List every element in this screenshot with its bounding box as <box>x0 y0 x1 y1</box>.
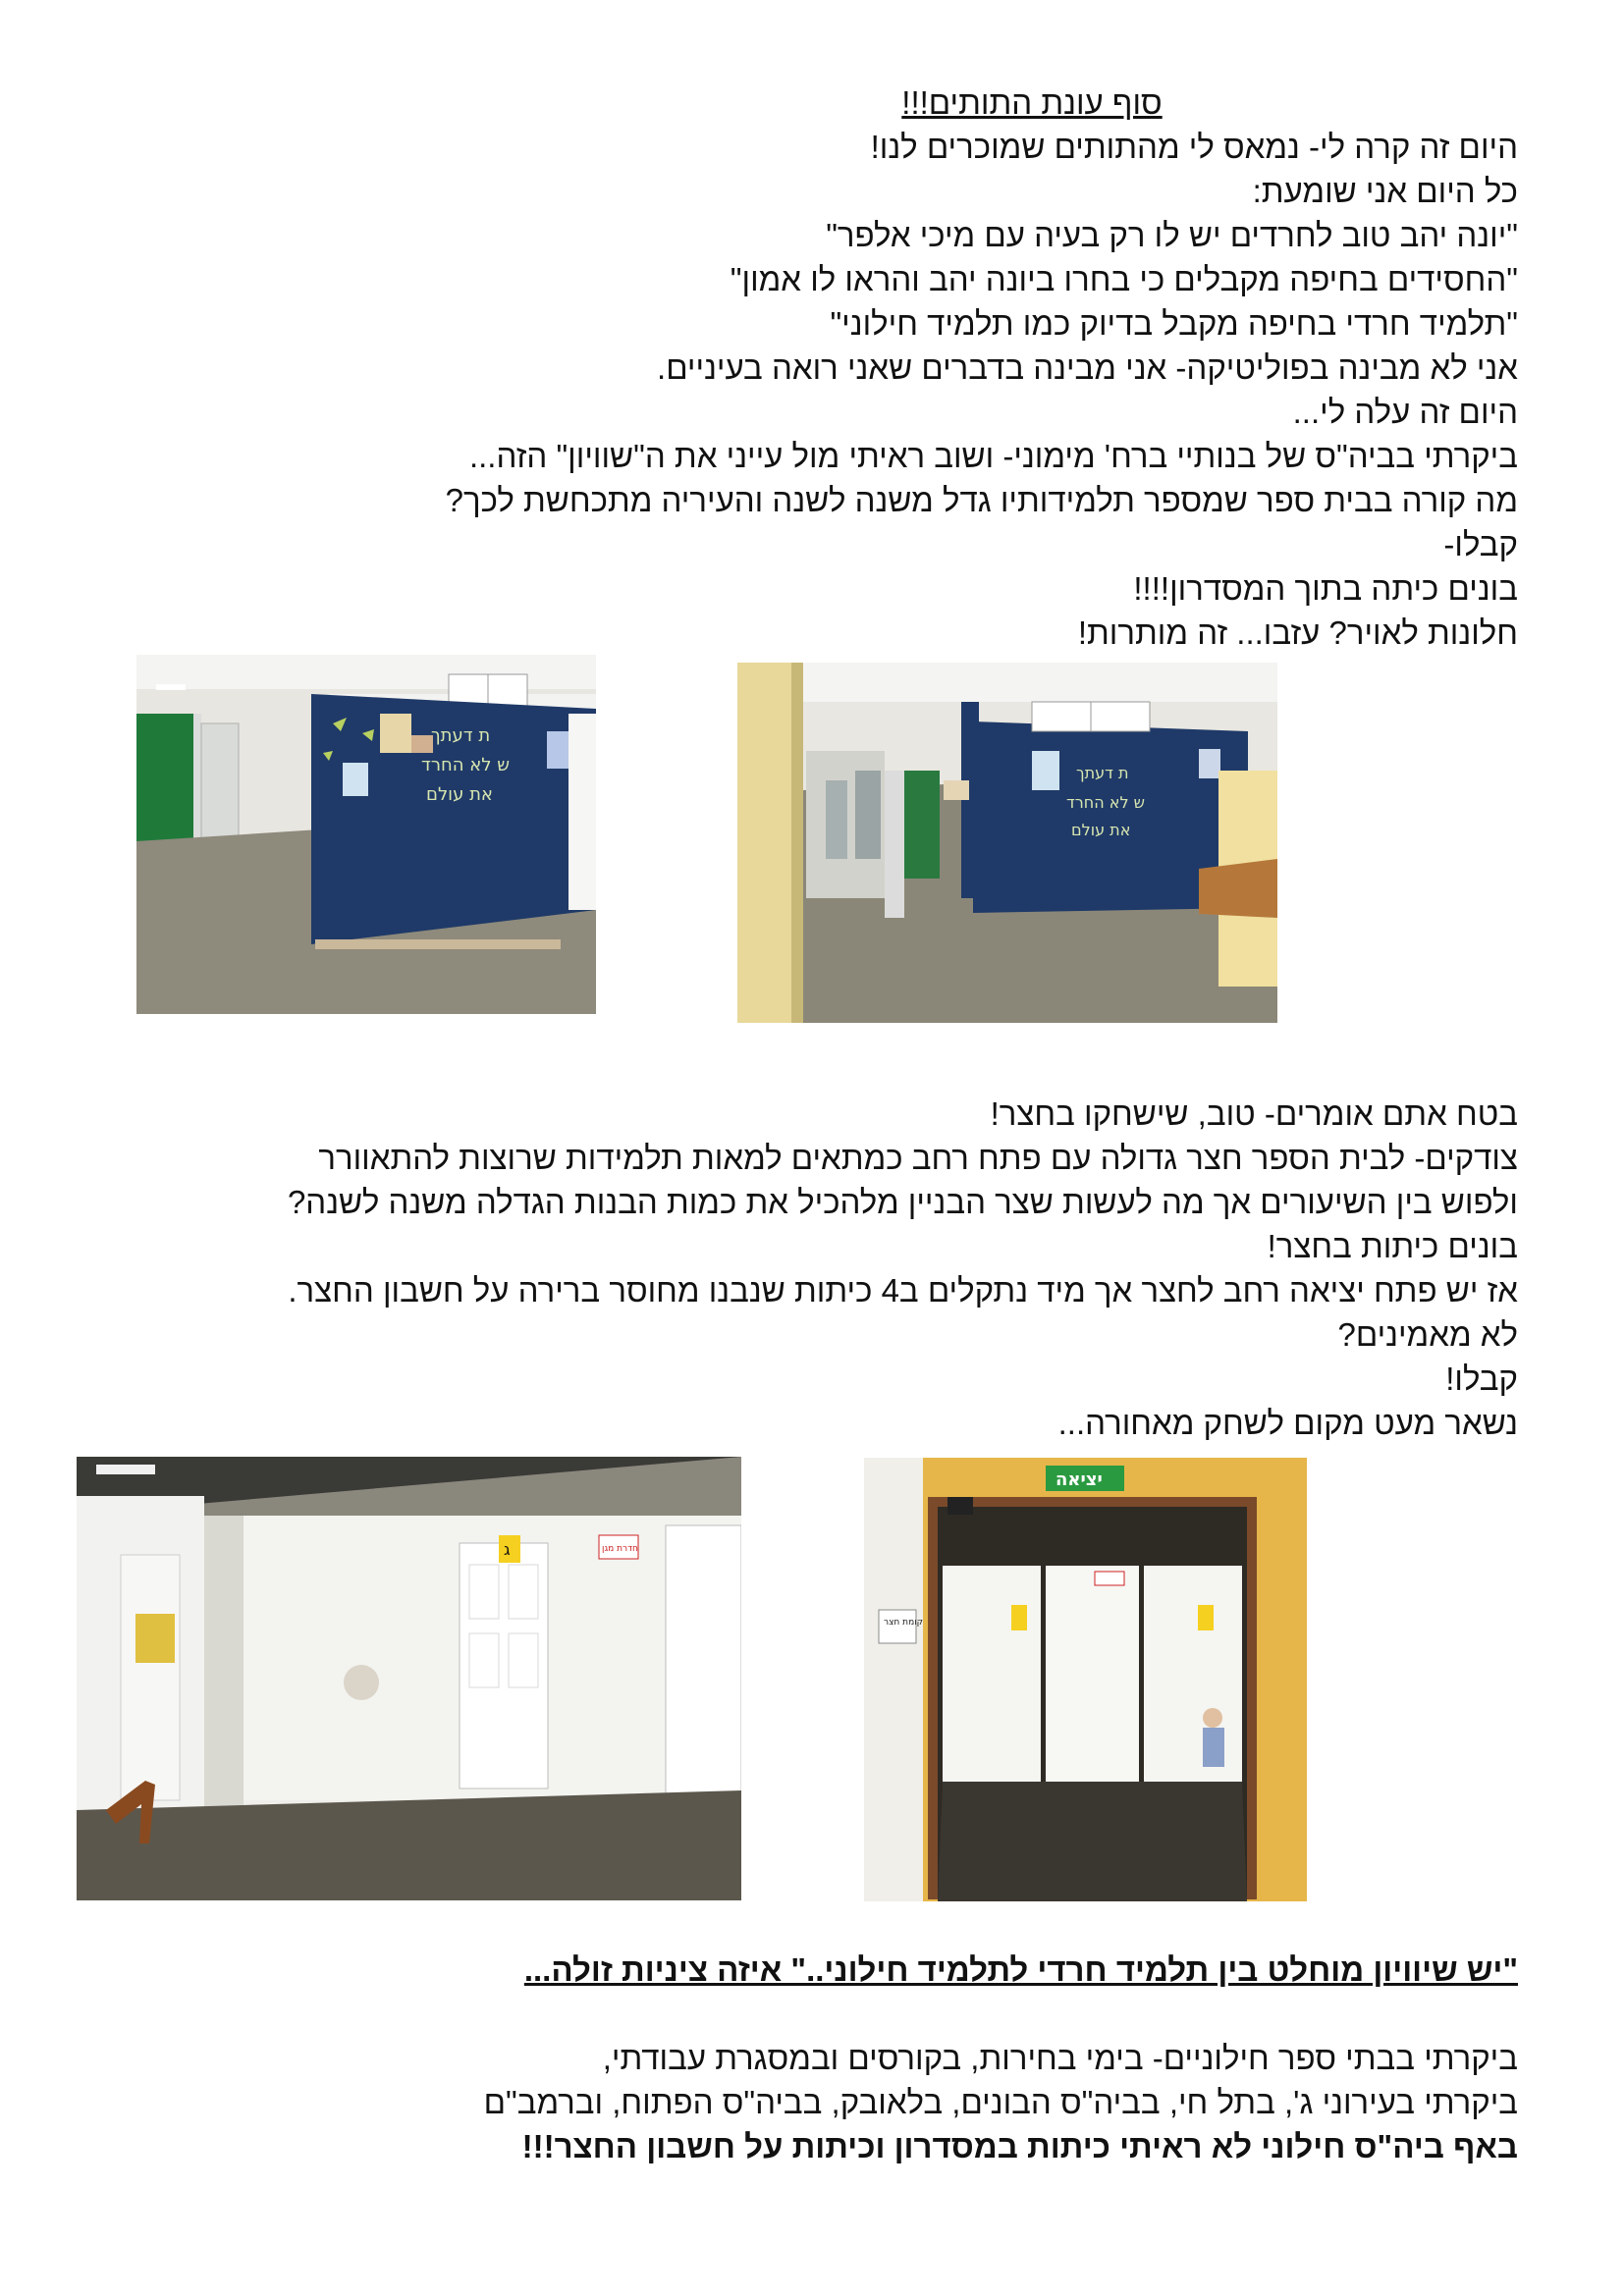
photo-yard-exit <box>864 1458 1307 1901</box>
spacer-line <box>65 1992 1518 2036</box>
text-line: קבלו- <box>1443 526 1518 562</box>
text-line: קבלו! <box>1445 1361 1518 1397</box>
text-line: היום זה קרה לי- נמאס לי מהתותים שמוכרים לנו! <box>870 129 1518 165</box>
text-line: חלונות לאויר? עזבו... זה מותרות! <box>1077 614 1518 651</box>
text-line: נשאר מעט מקום לשחק מאחורה... <box>1057 1405 1518 1441</box>
corridor-classroom-image <box>136 655 596 1014</box>
text-line: ולפוש בין השיעורים אך מה לעשות שצר הבניין מלהכיל את כמות הבנות הגדלה משנה לשנה? <box>287 1184 1518 1220</box>
text-line: מה קורה בבית ספר שמספר תלמידותיו גדל משנה לשנה והעיריה מתכחשת לכך? <box>445 482 1518 518</box>
yard-exit-image <box>864 1458 1307 1901</box>
comparison-heading: "יש שיוויון מוחלט בין תלמיד חרדי לתלמיד חילוני.." איזה ציניות זולה... <box>523 1951 1518 1988</box>
text-line: "יונה יהב טוב לחרדים יש לו רק בעיה עם מיכי אלפר" <box>826 217 1518 253</box>
corridor-view-image <box>737 663 1277 1023</box>
photo-corridor-classroom <box>136 655 596 1014</box>
corridor-sign-line1: ת דעתך <box>1076 764 1129 782</box>
text-line: בטח אתם אומרים- טוב, שישחקו בחצר! <box>990 1095 1518 1132</box>
door-letter: ג <box>504 1540 511 1559</box>
text-line: היום זה עלה לי... <box>1292 394 1518 430</box>
text-line: ביקרתי בעירוני ג', בתל חי, בביה"ס הבונים, בלאובק, בביה"ס הפתוח, וברמב"ם <box>483 2084 1518 2120</box>
text-line: "החסידים בחיפה מקבלים כי בחרו ביונה יהב והראו לו אמון" <box>730 261 1518 297</box>
text-line: בונים כיתות בחצר! <box>1267 1228 1518 1264</box>
text-line: לא מאמינים? <box>1337 1316 1518 1353</box>
wall-sign-line1: ת דעתך <box>431 725 491 746</box>
section-yard <box>65 1092 1518 1445</box>
text-line: כל היום אני שומעת: <box>1252 173 1518 209</box>
wall-sign-line3: את עולם <box>426 784 493 805</box>
text-line: ביקרתי בבתי ספר חילוניים- בימי בחירות, בקורסים ובמסגרת עבודתי, <box>602 2040 1518 2076</box>
text-line: אני לא מבינה בפוליטיקה- אני מבינה בדברים שאני רואה בעיניים. <box>657 349 1518 386</box>
document-title: סוף עונת התותים!!! <box>901 84 1163 121</box>
section-comparison <box>65 1948 1518 2168</box>
wall-sign-line2: ש לא החרד <box>421 755 510 775</box>
corridor-sign-line2: ש לא החרד <box>1066 793 1145 812</box>
floor-sign: קומת חצר <box>884 1618 924 1628</box>
section-intro <box>65 80 1518 655</box>
text-line: בונים כיתה בתוך המסדרון!!!! <box>1133 570 1518 607</box>
closing-statement: באף ביה"ס חילוני לא ראיתי כיתות במסדרון וכיתות על חשבון החצר!!! <box>521 2128 1518 2164</box>
text-line: ביקרתי בביה"ס של בנותיי ברח' מימוני- ושוב ראיתי מול עייני את ה"שוויון" הזה... <box>468 438 1518 474</box>
text-line: אז יש פתח יציאה רחב לחצר אך מיד נתקלים ב4 כיתות שנבנו מחוסר ברירה על חשבון החצר. <box>288 1272 1518 1308</box>
text-line: צודקים- לבית הספר חצר גדולה עם פתח רחב כמתאים למאות תלמידות שרוצות להתאוורר <box>318 1140 1518 1176</box>
yard-classrooms-image <box>77 1457 741 1900</box>
corridor-sign-line3: את עולם <box>1071 821 1131 839</box>
photo-yard-classrooms <box>77 1457 741 1900</box>
exit-sign: יציאה <box>1056 1469 1103 1490</box>
shelter-sign: חדרת מגן <box>602 1544 638 1554</box>
photo-corridor-view <box>737 663 1277 1023</box>
text-line: "תלמיד חרדי בחיפה מקבל בדיוק כמו תלמיד חילוני" <box>830 305 1518 342</box>
